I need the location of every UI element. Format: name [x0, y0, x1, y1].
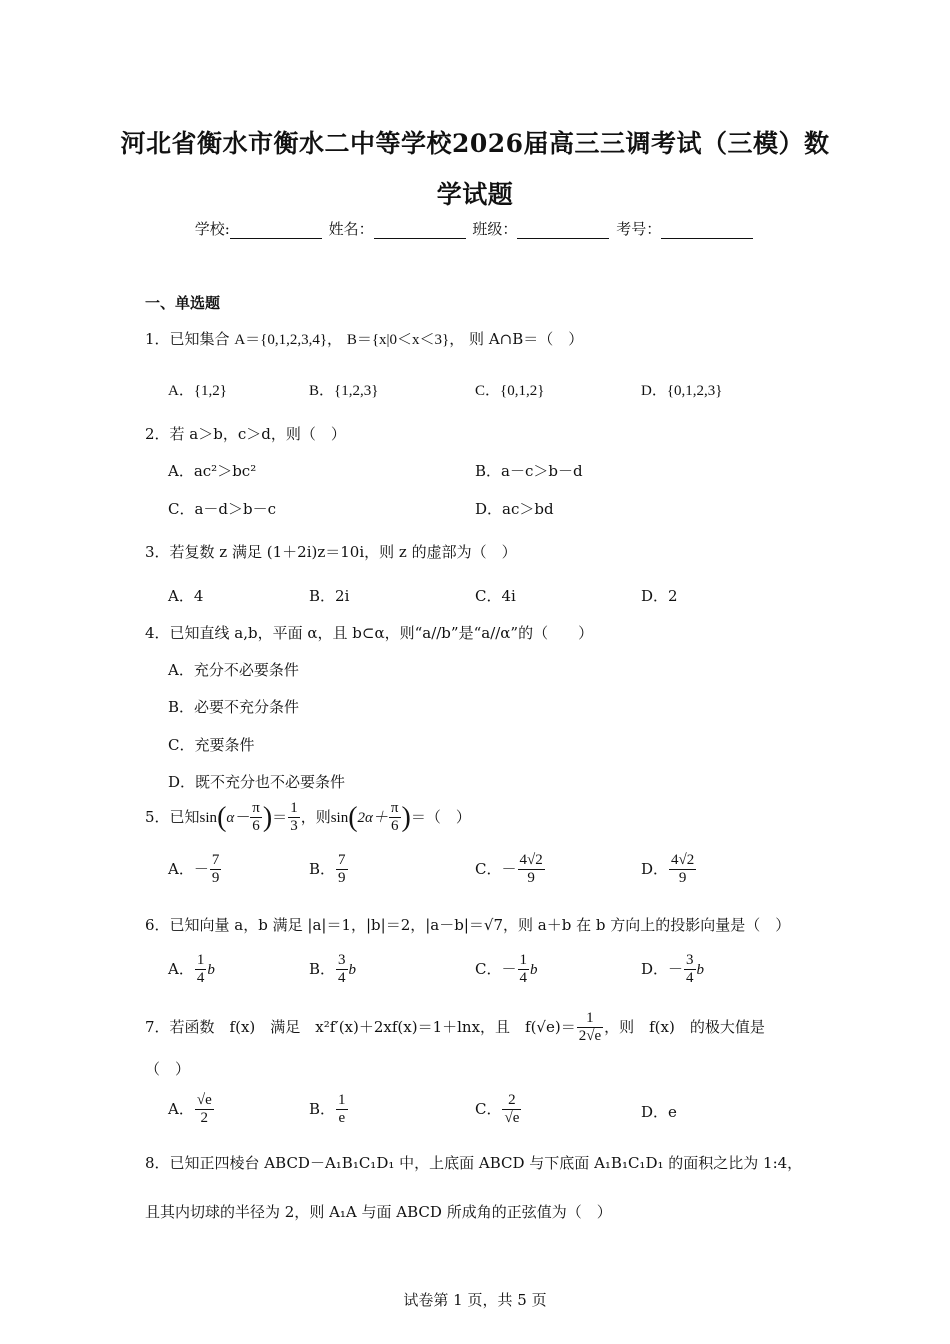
q7-b-den: e	[338, 1110, 346, 1127]
q5-then: ，则	[300, 807, 331, 826]
q5-c-frac	[518, 852, 545, 888]
q6-option-a	[168, 952, 215, 988]
q2-option-a: A．ac²＞bc²	[168, 462, 257, 480]
q5-a-num: 7	[210, 852, 222, 870]
q7-den: 2√e	[578, 1028, 602, 1045]
q5-a-sign: －	[193, 859, 209, 878]
q6-option-d	[641, 952, 704, 988]
q7-stem-b: ，则 f(x) 的极大值是	[604, 1017, 765, 1036]
class-blank	[517, 224, 609, 239]
q3-option-c: C．4i	[475, 587, 516, 605]
q5-prefix: 5．已知	[145, 807, 200, 826]
q5-option-c	[475, 852, 546, 888]
q5-six-b: 6	[390, 818, 399, 835]
q6-c-frac	[518, 952, 530, 988]
q7-one: 1	[577, 1010, 603, 1028]
q5-d-frac	[669, 852, 696, 888]
q4-option-b: B．必要不充分条件	[168, 698, 300, 716]
q5-alpha-minus: α－	[226, 809, 250, 826]
q2-option-d: D．ac＞bd	[475, 500, 554, 518]
student-info-row	[0, 218, 950, 239]
q7-paren: （ ）	[145, 1060, 191, 1078]
q5-pi: π	[250, 800, 262, 818]
q7-option-a	[168, 1092, 215, 1128]
q6-d-vec: b	[696, 961, 705, 978]
q7-a-den: 2	[200, 1110, 209, 1127]
q7-b-num: 1	[336, 1092, 348, 1110]
q1-ask: 则 A∩B＝（ ）	[469, 330, 584, 348]
q5-a-label: A．	[168, 859, 194, 878]
q5-b-den: 9	[338, 870, 346, 887]
q6-d-sign: －	[668, 959, 684, 978]
q6-b-frac	[336, 952, 348, 988]
question-8-line-1: 8．已知正四棱台 ABCD－A₁B₁C₁D₁ 中，上底面 ABCD 与下底面 A₁B₁C₁D₁ 的面积之比为 1:4，	[145, 1154, 803, 1172]
q4-option-d: D．既不充分也不必要条件	[168, 773, 346, 791]
q5-three: 3	[290, 818, 298, 835]
question-5	[145, 800, 471, 836]
name-label: 姓名：	[328, 220, 374, 238]
q6-d-num: 3	[684, 952, 696, 970]
q6-a-vec: b	[207, 961, 215, 978]
q5-c-label: C．	[475, 859, 502, 878]
q7-c-num: 2	[502, 1092, 521, 1110]
exam-title-line-2: 学试题	[436, 180, 514, 209]
q5-a-frac	[210, 852, 222, 888]
q6-c-vec: b	[530, 961, 538, 978]
q5-pi-b: π	[389, 800, 401, 818]
q5-option-d	[641, 852, 697, 888]
exam-title-line-1: 河北省衡水市衡水二中等学校2026届高三三调考试（三模）数	[120, 129, 830, 158]
q5-sin: sin	[199, 809, 218, 826]
question-2: 2．若 a＞b，c＞d，则（ ）	[145, 425, 346, 443]
q3-option-b: B．2i	[309, 587, 350, 605]
class-label: 班级：	[472, 220, 518, 238]
q2-option-c: C．a－d＞b－c	[168, 500, 277, 518]
q5-paren2-close: )	[401, 801, 411, 833]
school-label: 学校:	[194, 220, 230, 238]
q6-b-num: 3	[336, 952, 348, 970]
question-1	[145, 328, 583, 349]
exam-number-blank	[661, 224, 753, 239]
q5-b-num: 7	[336, 852, 348, 870]
q5-eq: ＝	[272, 807, 288, 826]
q1-stem: 1．已知集合	[145, 330, 230, 348]
q5-b-label: B．	[309, 859, 336, 878]
q5-d-label: D．	[641, 859, 669, 878]
school-blank	[230, 224, 322, 239]
q6-b-den: 4	[338, 970, 346, 987]
q1-set-a: A＝{0,1,2,3,4}，	[234, 332, 343, 348]
q5-d-num: 4√2	[669, 852, 696, 870]
q6-a-frac	[195, 952, 207, 988]
q1-option-a: A．{1,2}	[168, 383, 227, 399]
q5-2alpha-plus: 2α＋	[357, 809, 388, 826]
question-3: 3．若复数 z 满足 (1＋2i)z＝10i，则 z 的虚部为（ ）	[145, 543, 517, 561]
q5-frac-pi-6-b	[389, 800, 401, 836]
q4-option-c: C．充要条件	[168, 736, 255, 754]
exam-number-label: 考号：	[616, 220, 662, 238]
q6-c-den: 4	[519, 970, 527, 987]
q7-c-den: √e	[504, 1110, 520, 1127]
q6-a-den: 4	[196, 970, 205, 987]
q7-stem-a: 7．若函数 f(x) 满足 x²f′(x)＋2xf(x)＝1＋lnx，且 f(√e)＝	[145, 1017, 576, 1036]
q7-c-frac	[502, 1092, 521, 1128]
q3-option-d: D．2	[641, 587, 678, 605]
q7-b-label: B．	[309, 1099, 336, 1118]
q6-a-num: 1	[195, 952, 207, 970]
q6-c-num: 1	[518, 952, 530, 970]
q6-option-b	[309, 952, 356, 988]
q1-option-c: C．{0,1,2}	[475, 383, 545, 399]
q6-c-label: C．	[475, 959, 502, 978]
question-7	[145, 1010, 765, 1046]
q6-d-label: D．	[641, 959, 669, 978]
q6-b-label: B．	[309, 959, 336, 978]
question-4: 4．已知直线 a,b，平面 α，且 b⊂α，则“a//b”是“a//α”的（ ）	[145, 624, 594, 642]
q5-sin-2: sin	[330, 809, 349, 826]
q1-option-d: D．{0,1,2,3}	[641, 383, 723, 399]
q7-c-label: C．	[475, 1099, 502, 1118]
q7-b-frac	[336, 1092, 348, 1128]
q5-frac-pi-6	[250, 800, 262, 836]
q5-paren-open: (	[217, 801, 227, 833]
q6-d-den: 4	[686, 970, 694, 987]
question-8-line-2: 且其内切球的半径为 2，则 A₁A 与面 ABCD 所成角的正弦值为（ ）	[145, 1203, 612, 1221]
q5-paren-close: )	[262, 801, 273, 833]
q5-frac-1-3	[288, 800, 300, 836]
q3-option-a: A．4	[168, 587, 204, 605]
q7-option-d: D．e	[641, 1103, 677, 1121]
q6-d-frac	[684, 952, 696, 988]
q5-c-num: 4√2	[518, 852, 545, 870]
q1-set-b: B＝{x|0＜x＜3}，	[346, 332, 465, 348]
q6-b-vec: b	[348, 961, 357, 978]
q7-option-b	[309, 1092, 349, 1128]
q5-end: ＝（ ）	[410, 807, 471, 826]
q5-one: 1	[288, 800, 300, 818]
q7-a-label: A．	[168, 1099, 194, 1118]
q7-a-num: √e	[195, 1092, 214, 1110]
q5-paren2-open: (	[348, 801, 358, 833]
question-6: 6．已知向量 a，b 满足 |a|＝1，|b|＝2，|a－b|＝√7，则 a＋b 在 b 方向上的投影向量是（ ）	[145, 916, 791, 934]
q5-b-frac	[336, 852, 348, 888]
q5-c-den: 9	[527, 870, 535, 887]
q1-option-b: B．{1,2,3}	[309, 383, 379, 399]
q5-d-den: 9	[678, 870, 687, 887]
q2-option-b: B．a－c＞b－d	[475, 462, 583, 480]
section-heading: 一、单选题	[145, 294, 221, 312]
q6-a-label: A．	[168, 959, 194, 978]
q4-option-a: A．充分不必要条件	[168, 661, 299, 679]
q7-frac	[577, 1010, 603, 1046]
q6-c-sign: －	[501, 959, 517, 978]
page-footer: 试卷第 1 页，共 5 页	[403, 1291, 547, 1309]
q5-option-b	[309, 852, 349, 888]
q5-a-den: 9	[211, 870, 220, 887]
q5-option-a	[168, 852, 222, 888]
q6-option-c	[475, 952, 538, 988]
q5-c-sign: －	[501, 859, 517, 878]
name-blank	[374, 224, 466, 239]
q5-six: 6	[252, 818, 260, 835]
q7-option-c	[475, 1092, 522, 1128]
q7-a-frac	[195, 1092, 214, 1128]
